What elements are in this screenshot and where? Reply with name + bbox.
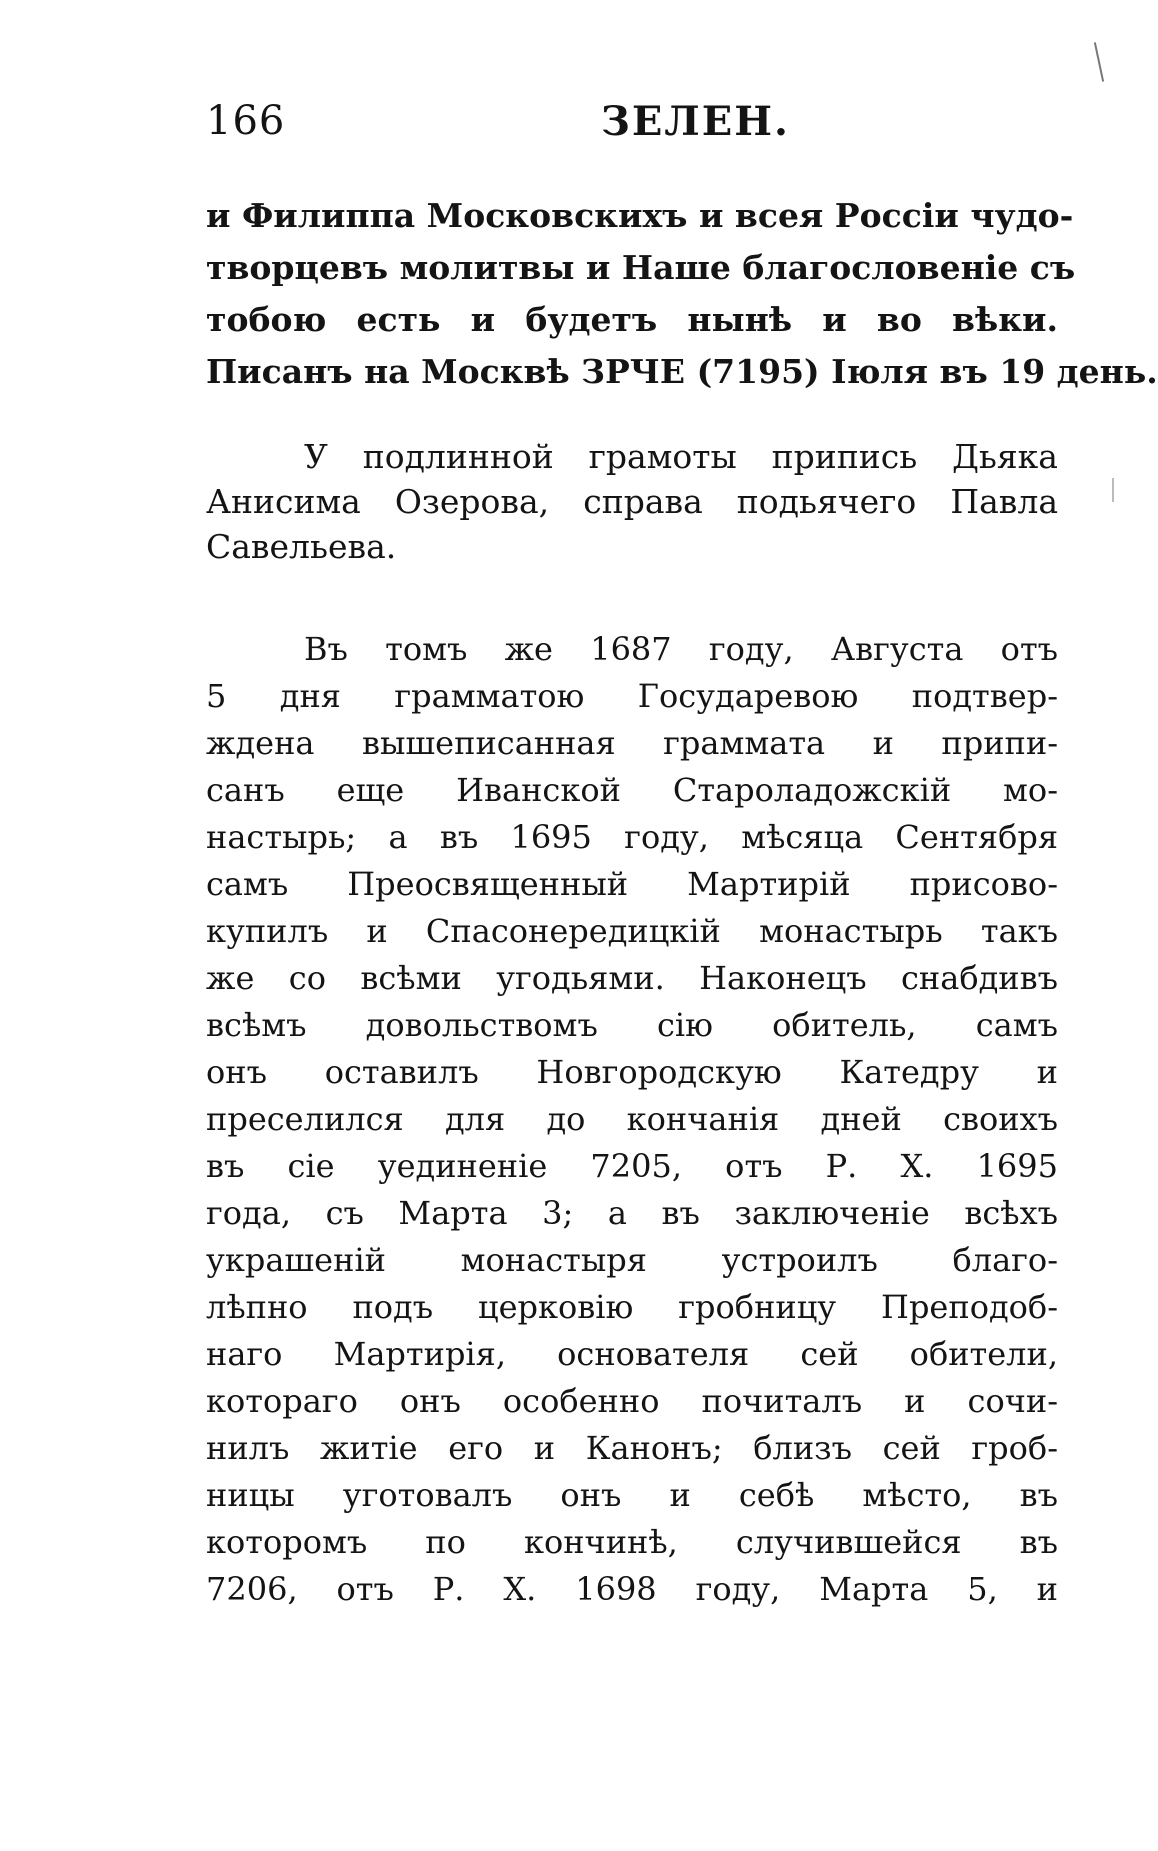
main-paragraph [206,626,1058,1613]
paragraph-line: которомъ по кончинѣ, случившейся въ [206,1523,1058,1561]
paragraph-line: 5 дня грамматою Государевою подтвер- [206,677,1058,715]
paragraph-line: всѣмъ довольствомъ сію обитель, самъ [206,1006,1058,1044]
page-header [206,98,790,158]
scan-speck [1112,478,1114,502]
paragraph-line: въ сіе уединеніе 7205, отъ Р. Х. 1695 [206,1147,1058,1185]
scan-speck [1094,42,1104,82]
signature-note [206,434,1058,569]
charter-line: тобою есть и будетъ нынѣ и во вѣки. [206,300,1058,339]
note-line: У подлинной грамоты припись Дьяка [304,437,1058,476]
paragraph-line: 7206, отъ Р. Х. 1698 году, Марта 5, и [206,1570,1058,1608]
charter-text [206,190,1158,398]
paragraph-line: купилъ и Спасонередицкій монастырь такъ [206,912,1058,950]
note-line: Анисима Озерова, справа подьячего Павла [206,482,1058,521]
paragraph-line: ницы уготовалъ онъ и себѣ мѣсто, въ [206,1476,1058,1514]
paragraph-line: года, съ Марта 3; а въ заключеніе всѣхъ [206,1194,1058,1232]
charter-line: и Филиппа Московскихъ и всея Россіи чудо- [206,196,1074,235]
paragraph-line: Въ томъ же 1687 году, Августа отъ [304,630,1058,668]
paragraph-line: преселился для до кончанія дней своихъ [206,1100,1058,1138]
paragraph-line: котораго онъ особенно почиталъ и сочи- [206,1382,1058,1420]
paragraph-line: ждена вышеписанная граммата и припи- [206,724,1058,762]
note-line: Савельева. [206,527,397,566]
charter-line: Писанъ на Москвѣ ЗРЧЕ (7195) Іюля въ 19 день. [206,352,1158,391]
paragraph-line: нилъ житіе его и Канонъ; близъ сей гроб- [206,1429,1058,1467]
paragraph-line: самъ Преосвященный Мартирій присово- [206,865,1058,903]
running-head: ЗЕЛЕН. [601,98,790,145]
paragraph-line: лѣпно подъ церковію гробницу Преподоб- [206,1288,1058,1326]
paragraph-line: онъ оставилъ Новгородскую Катедру и [206,1053,1058,1091]
paragraph-line: санъ еще Иванской Староладожскій мо- [206,771,1058,809]
paragraph-line: наго Мартирія, основателя сей обители, [206,1335,1058,1373]
paragraph-line: же со всѣми угодьями. Наконецъ снабдивъ [206,959,1058,997]
paragraph-line: украшеній монастыря устроилъ благо- [206,1241,1058,1279]
page-number: 166 [206,98,286,144]
charter-line: творцевъ молитвы и Наше благословеніе съ [206,248,1076,287]
paragraph-line: настырь; а въ 1695 году, мѣсяца Сентября [206,818,1058,856]
